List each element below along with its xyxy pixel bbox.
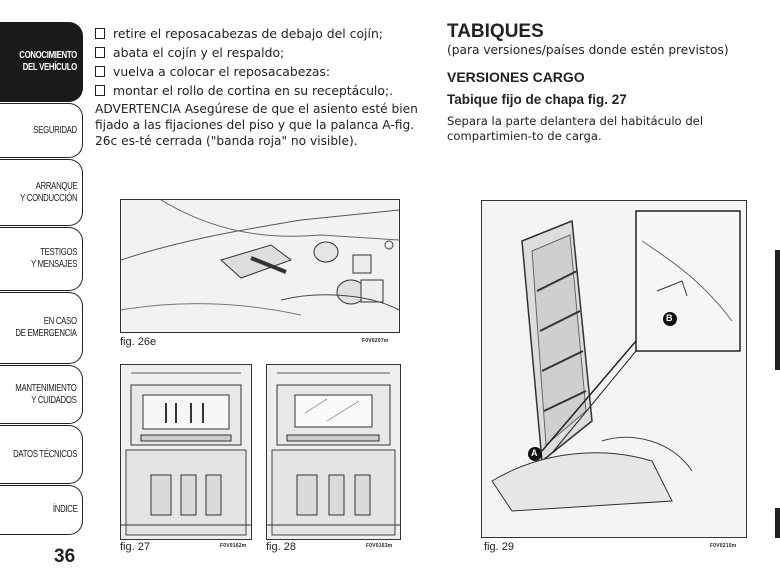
left-column <box>95 24 435 149</box>
fig-29-image <box>481 200 747 538</box>
sidebar-tab-label: DATOS TÉCNICOS <box>12 448 77 460</box>
sidebar-tab[interactable] <box>0 292 83 364</box>
sidebar-tab[interactable] <box>0 103 83 158</box>
checkbox-bullet-icon <box>95 85 105 96</box>
bullet-text: montar el rollo de cortina en su receptáculo;. <box>113 83 394 98</box>
fig-26e-image <box>120 199 400 333</box>
section-subtitle: (para versiones/países donde estén previstos) <box>447 43 729 57</box>
page-edge-mark <box>775 250 780 370</box>
callout-b-label: B <box>666 313 673 323</box>
sidebar-tab-label: ARRANQUE Y CONDUCCIÓN <box>19 180 77 204</box>
warning-text: ADVERTENCIA Asegúrese de que el asiento esté bien fijado a las fijaciones del piso y que la palanca A-fig. 26c es-té cerrada ("banda roja" no visible). <box>95 102 418 148</box>
cargo-net-partition-illustration <box>482 201 746 537</box>
page-edge-mark <box>775 508 780 538</box>
sidebar-tab[interactable] <box>0 425 83 484</box>
fig-27-caption: fig. 27 <box>120 541 150 553</box>
sidebar-tab-label: SEGURIDAD <box>33 124 77 136</box>
sidebar-tab-label: MANTENIMIENTO Y CUIDADOS <box>15 382 77 406</box>
sidebar-tab-label: EN CASO DE EMERGENCIA <box>15 316 77 339</box>
sidebar-tab[interactable] <box>0 159 83 226</box>
section-title: TABIQUES <box>447 21 544 42</box>
checkbox-bullet-icon <box>95 47 105 58</box>
fig-27-code: F0V0162m <box>220 543 247 549</box>
sidebar-tab[interactable] <box>0 485 83 535</box>
bullet-text: abata el cojín y el respaldo; <box>113 45 285 60</box>
bullet-text: vuelva a colocar el reposacabezas: <box>113 64 331 79</box>
checkbox-bullet-icon <box>95 28 105 39</box>
sidebar-tab-label: CONOCIMIENTO DEL VEHÍCULO <box>19 50 77 73</box>
fig-28-code: F0V0163m <box>366 543 393 549</box>
sidebar-tab[interactable] <box>0 365 83 424</box>
callout-a-label: A <box>531 448 538 458</box>
fig-29-code: F0V0210m <box>710 543 737 549</box>
checkbox-bullet-icon <box>95 66 105 77</box>
fig-29-caption: fig. 29 <box>484 541 514 553</box>
fig-26e-code: F0V0207m <box>362 338 389 344</box>
fixed-partition-illustration <box>121 365 251 539</box>
versions-heading: VERSIONES CARGO <box>447 69 585 85</box>
sidebar-tab-label: TESTIGOS Y MENSAJES <box>30 247 77 270</box>
bullet-item <box>95 24 435 43</box>
subsection-heading: Tabique fijo de chapa fig. 27 <box>447 92 627 107</box>
sidebar-tab[interactable] <box>0 227 83 291</box>
bullet-item <box>95 43 435 62</box>
body-paragraph: Separa la parte delantera del habitáculo del compartimien-to de carga. <box>447 114 704 143</box>
fig-27-image <box>120 364 252 540</box>
page-number: 36 <box>54 546 76 567</box>
bullet-item <box>95 81 435 100</box>
bullet-text: retire el reposacabezas de debajo del cojín; <box>113 26 383 41</box>
bullet-item <box>95 62 435 81</box>
sidebar-tab-label: ÍNDICE <box>52 504 77 515</box>
fig-26e-caption: fig. 26e <box>120 336 157 348</box>
seat-fixing-illustration <box>121 200 399 332</box>
fig-28-image <box>266 364 401 540</box>
window-partition-illustration <box>267 365 400 539</box>
fig-28-caption: fig. 28 <box>266 541 296 553</box>
sidebar-tab[interactable] <box>0 22 83 102</box>
right-column <box>447 22 777 144</box>
